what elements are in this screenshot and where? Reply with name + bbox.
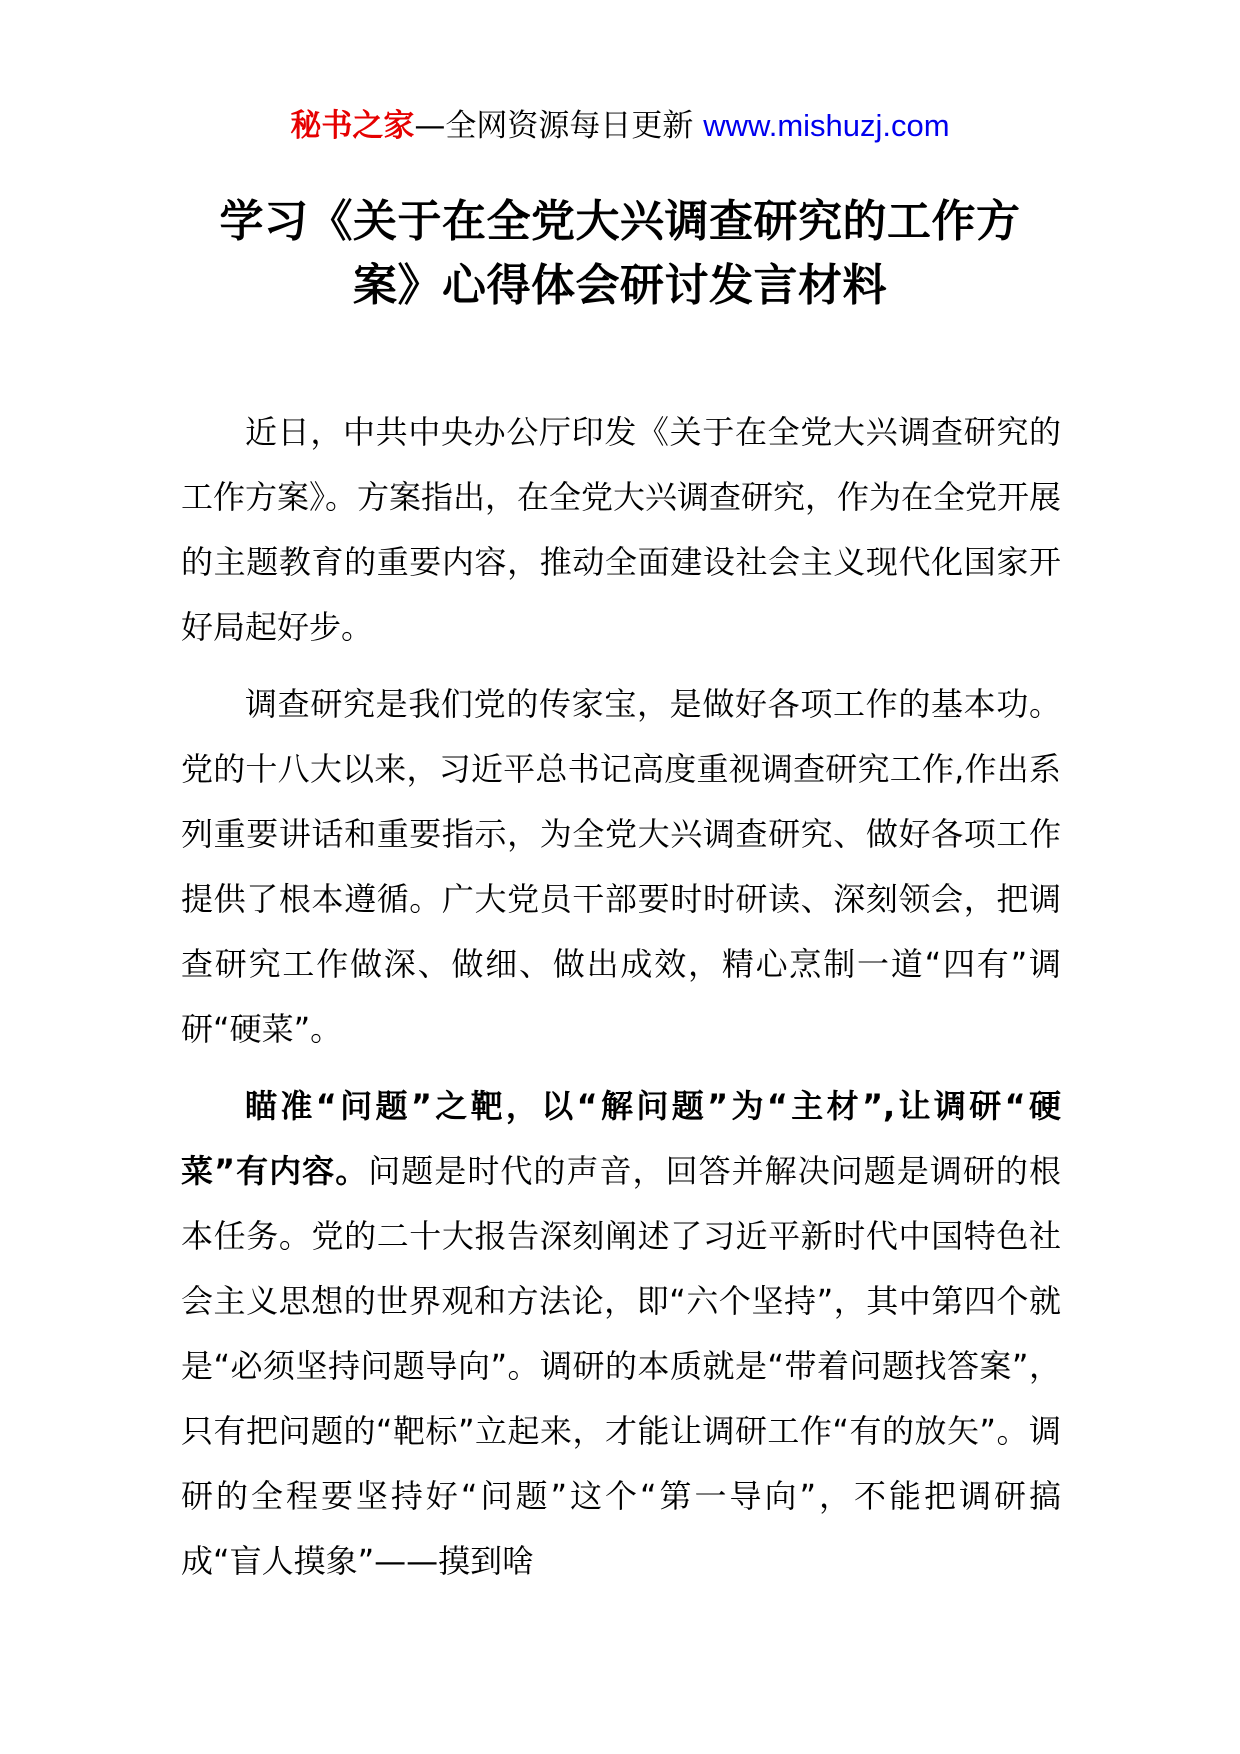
title-line-2: 案》心得体会研讨发言材料 [353,260,887,311]
paragraph-1 [181,400,1061,660]
paragraph-2-text: 调查研究是我们党的传家宝，是做好各项工作的基本功。党的十八大以来，习近平总书记高度重视调查研究工作,作出系列重要讲话和重要指示，为全党大兴调查研究、做好各项工作提供了根本遵循。广大党员干部要时时研读、深刻领会，把调查研究工作做深、做细、做出成效，精心烹制一道“四有”调研“硬菜”。 [181,685,1061,1048]
paragraph-3-text: 问题是时代的声音，回答并解决问题是调研的根本任务。党的二十大报告深刻阐述了习近平新时代中国特色社会主义思想的世界观和方法论，即“六个坚持”，其中第四个就是“必须坚持问题导向”。调研的本质就是“带着问题找答案”，只有把问题的“靶标”立起来，才能让调研工作“有的放矢”。调研的全程要坚持好“问题”这个“第一导向”，不能把调研搞成“盲人摸象”——摸到啥 [181,1152,1061,1580]
header-tagline: —全网资源每日更新 [414,108,694,144]
title-line-1: 学习《关于在全党大兴调查研究的工作方 [219,196,1021,247]
paragraph-3-lead: 瞄准“问题”之靶，以“解问题”为“主材”,让调研“硬菜”有内容。 [181,1087,1061,1190]
document-body [181,400,1061,1606]
paragraph-2 [181,672,1061,1062]
paragraph-3 [181,1074,1061,1594]
paragraph-1-text: 近日，中共中央办公厅印发《关于在全党大兴调查研究的工作方案》。方案指出，在全党大兴调查研究，作为在全党开展的主题教育的重要内容，推动全面建设社会主义现代化国家开好局起好步。 [181,413,1062,646]
site-header [0,104,1240,148]
brand-name: 秘书之家 [290,108,415,144]
site-url-link[interactable]: www.mishuzj.com [703,108,950,143]
document-title [160,190,1080,318]
